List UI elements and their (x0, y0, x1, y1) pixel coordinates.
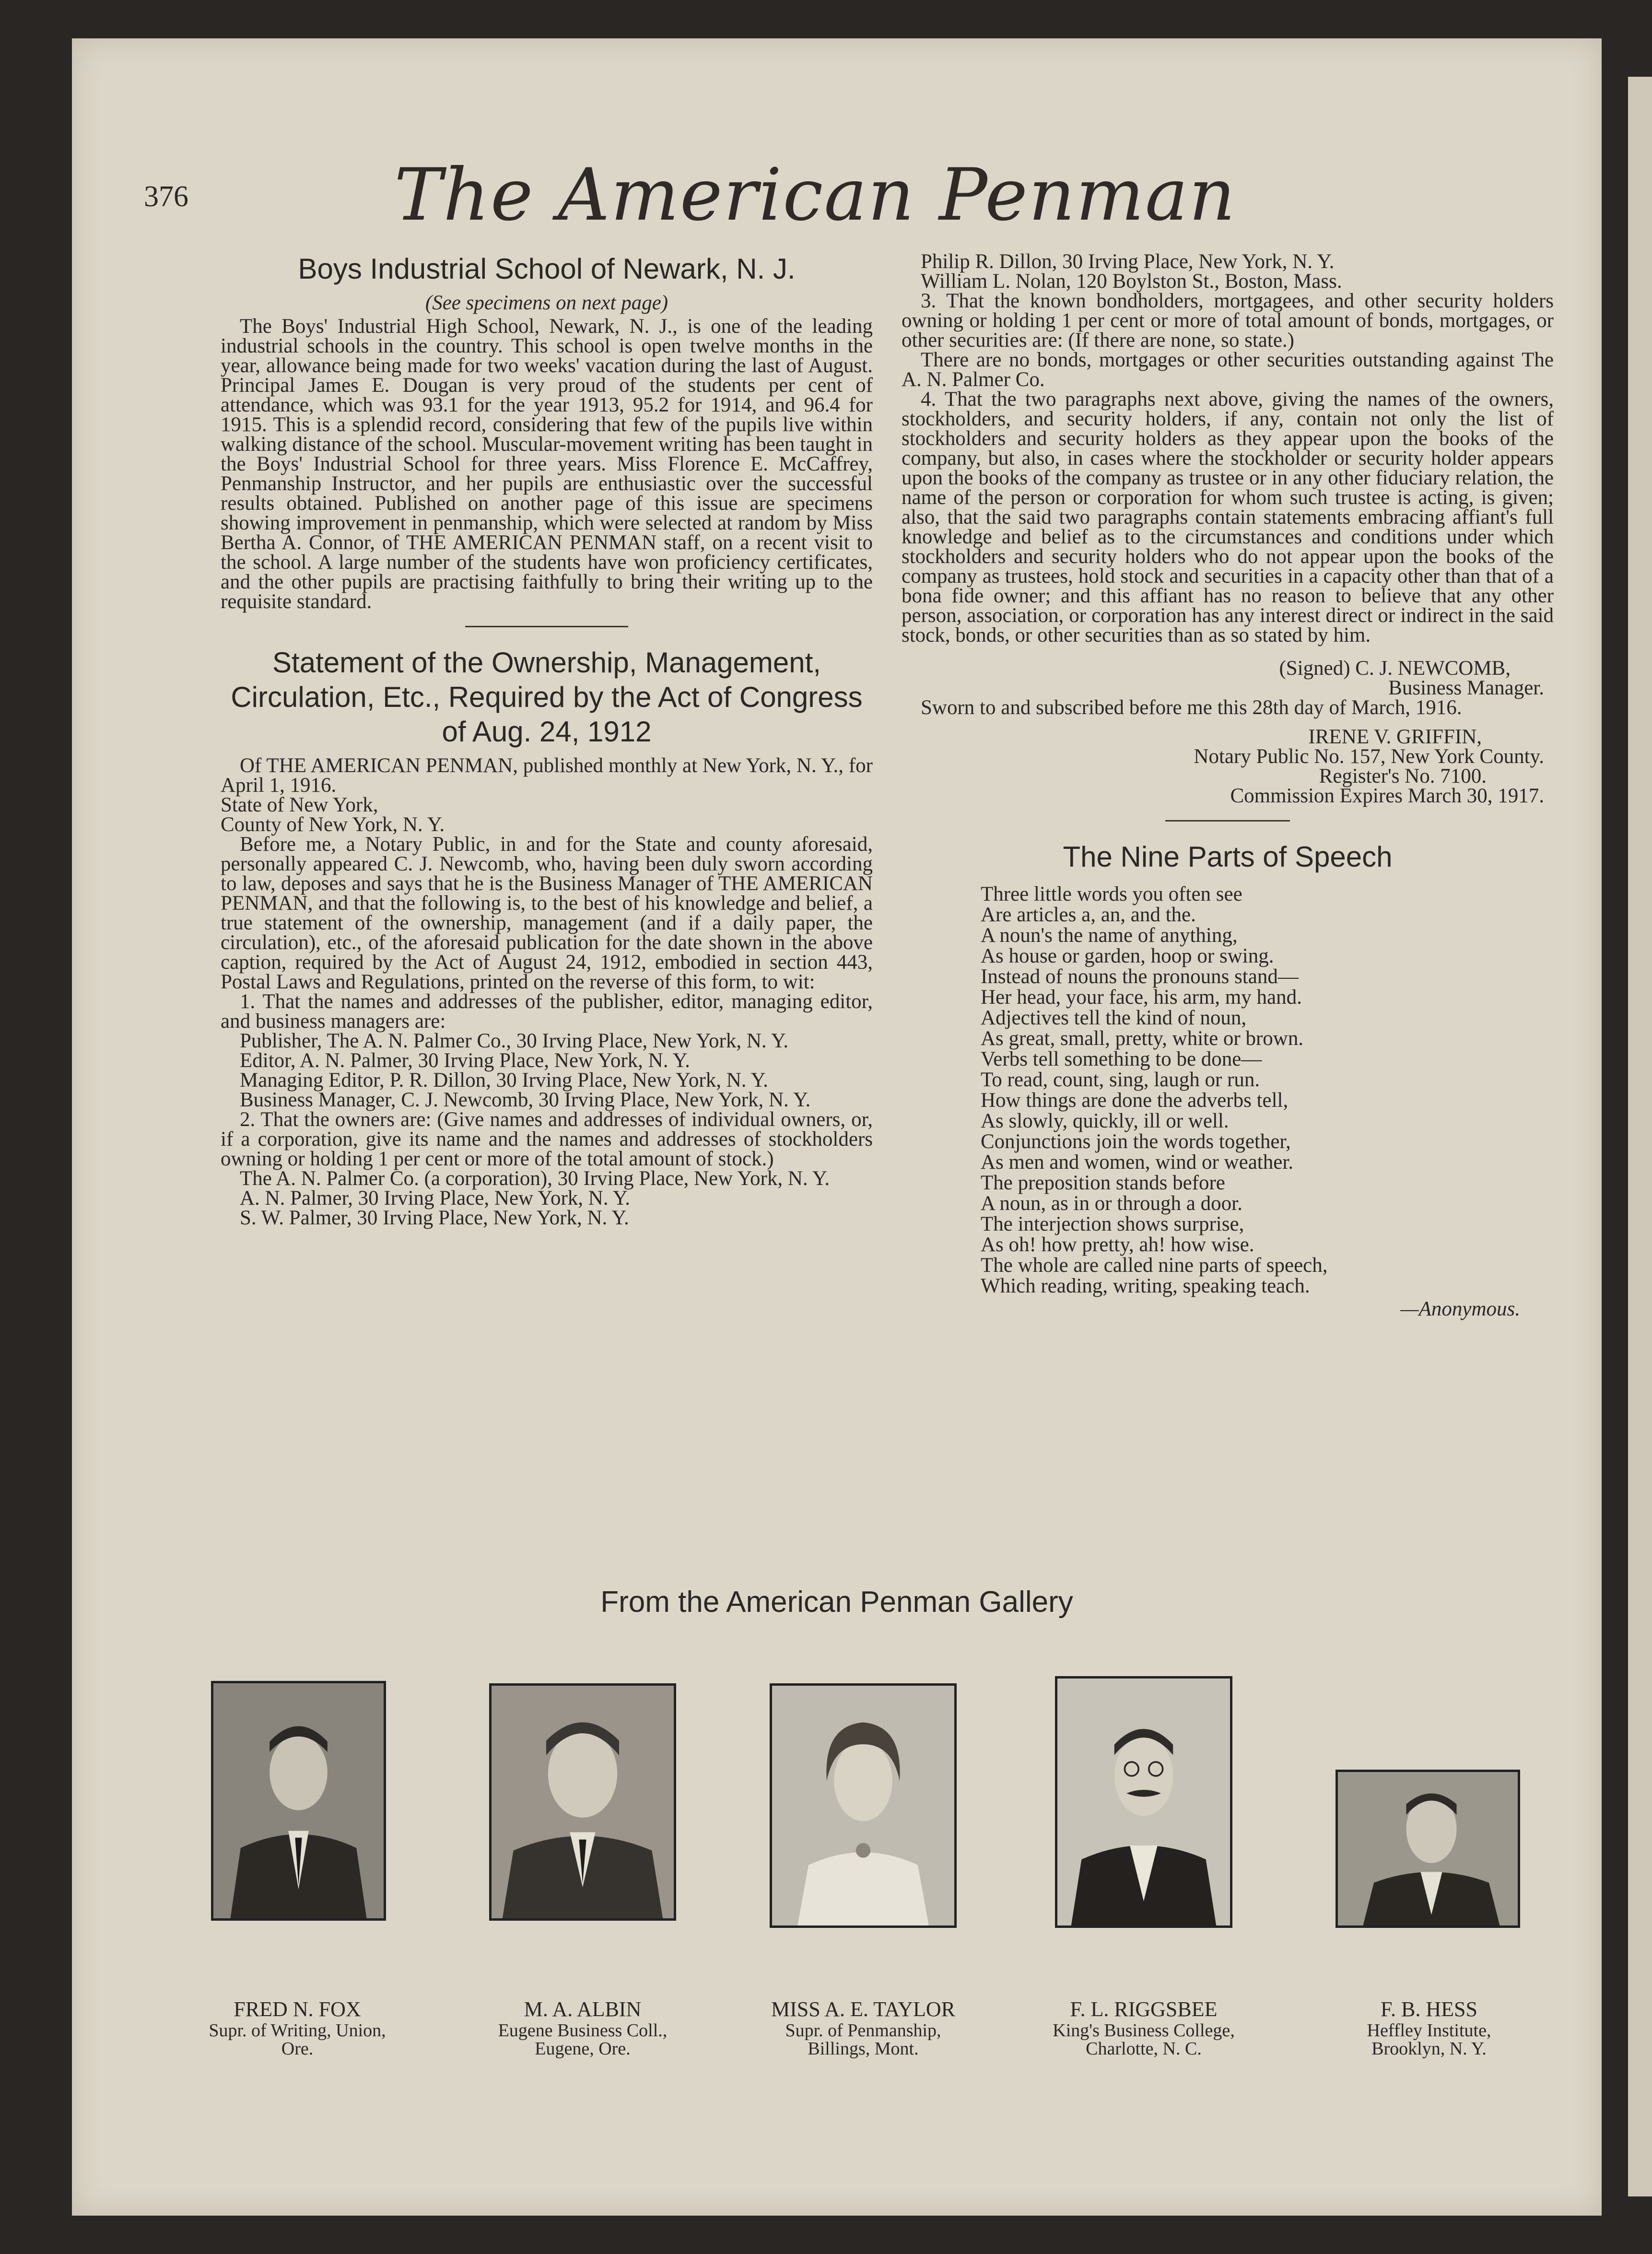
portrait-detail: King's Business College, (1053, 2020, 1235, 2041)
gallery-title: From the American Penman Gallery (600, 1585, 1073, 1619)
portrait-caption (1019, 1997, 1268, 2058)
poem-line: Instead of nouns the pronouns stand— (981, 965, 1299, 988)
statement-paragraph: S. W. Palmer, 30 Irving Place, New York, N. Y. (240, 1207, 629, 1229)
portrait-photo (1055, 1676, 1232, 1928)
statement-title: Statement of the Ownership, Management, Circulation, Etc., Required by the Act of Congress of Aug. 24, 1912 (231, 646, 863, 748)
notary-name: IRENE V. GRIFFIN, (1308, 726, 1482, 748)
portrait-detail: Eugene, Ore. (535, 2039, 631, 2059)
poem-line: A noun, as in or through a door. (981, 1192, 1242, 1215)
portrait-photo (211, 1681, 386, 1921)
statement-paragraph: 3. That the known bondholders, mortgagees, and other security holders owning or holding 1 per cent or more of total amount of bonds, mortgages, or other securities are: (If there are none, so state.) (902, 290, 1554, 352)
portrait-caption (458, 1997, 707, 2058)
portrait-name: M. A. ALBIN (524, 1997, 642, 2021)
poem-line: How things are done the adverbs tell, (981, 1089, 1289, 1112)
sworn-statement: Sworn to and subscribed before me this 28th day of March, 1916. (921, 696, 1462, 719)
portrait-photo (489, 1683, 676, 1921)
statement-paragraph: Editor, A. N. Palmer, 30 Irving Place, New York, N. Y. (240, 1049, 690, 1072)
portrait-detail: Supr. of Penmanship, (785, 2020, 941, 2041)
portrait-caption (173, 1997, 422, 2058)
poem-line: Three little words you often see (981, 883, 1242, 905)
statement-paragraph: Before me, a Notary Public, in and for the State and county aforesaid, personally appeared C. J. Newcomb, who, having been duly sworn according to law, deposes and says that he is the Business Manager of THE AMERICAN PENMAN, and that the following is, to the best of his knowledge and belief, a true statement of the ownership, management (and if a daily paper, the circulation), etc., of the aforesaid publication for the date shown in the above caption, required by the Act of August 24, 1912, embodied in section 443, Postal Laws and Regulations, printed on the reverse of this form, to wit: (221, 833, 873, 993)
poem-line: As slowly, quickly, ill or well. (981, 1110, 1229, 1132)
poem-line: As great, small, pretty, white or brown. (981, 1027, 1304, 1050)
section-divider (465, 626, 628, 627)
statement-paragraph: There are no bonds, mortgages or other securities outstanding against The A. N. Palmer Co. (902, 349, 1554, 391)
portrait-detail: Supr. of Writing, Union, (209, 2020, 386, 2041)
statement-paragraph: William L. Nolan, 120 Boylston St., Boston, Mass. (921, 270, 1342, 293)
statement-paragraph: County of New York, N. Y. (221, 813, 445, 836)
portrait-detail: Billings, Mont. (808, 2039, 919, 2059)
poem-line: As men and women, wind or weather. (981, 1151, 1294, 1174)
notary-line: Register's No. 7100. (1319, 765, 1487, 787)
portrait-detail: Eugene Business Coll., (498, 2020, 668, 2041)
facing-page-edge (1628, 77, 1652, 2196)
statement-paragraph: 2. That the owners are: (Give names and addresses of individual owners, or, if a corporation, give its name and the names and addresses of stockholders owning or holding 1 per cent or more of the total amount of stock.) (221, 1108, 873, 1170)
poem-line: Conjunctions join the words together, (981, 1130, 1291, 1153)
portrait-caption (738, 1997, 988, 2058)
portrait-detail: Charlotte, N. C. (1086, 2039, 1202, 2059)
poem-line: A noun's the name of anything, (981, 924, 1238, 947)
article-subtitle: (See specimens on next page) (425, 292, 668, 314)
statement-paragraph: Publisher, The A. N. Palmer Co., 30 Irving Place, New York, N. Y. (240, 1030, 789, 1052)
poem-line: The interjection shows surprise, (981, 1213, 1244, 1235)
statement-paragraph: The A. N. Palmer Co. (a corporation), 30 Irving Place, New York, N. Y. (240, 1167, 830, 1190)
portrait-detail: Brooklyn, N. Y. (1371, 2039, 1487, 2059)
poem-line: Are articles a, an, and the. (981, 904, 1196, 926)
portrait-name: MISS A. E. TAYLOR (771, 1997, 955, 2021)
portrait-name: F. B. HESS (1381, 1997, 1477, 2021)
portrait-detail: Heffley Institute, (1367, 2020, 1491, 2041)
portrait-name: F. L. RIGGSBEE (1070, 1997, 1218, 2021)
poem-line: As house or garden, hoop or swing. (981, 945, 1274, 967)
page-number: 376 (144, 180, 188, 213)
statement-paragraph: Philip R. Dillon, 30 Irving Place, New York, N. Y. (921, 250, 1335, 273)
section-divider (1165, 820, 1290, 822)
poem-line: Adjectives tell the kind of noun, (981, 1007, 1247, 1029)
statement-paragraph: 4. That the two paragraphs next above, giving the names of the owners, stockholders, and security holders, if any, contain not only the list of stockholders and security holders as they appear upon the books of the company, but also, in cases where the stockholder or security holder appears upon the books of the company as trustee or in any other fiduciary relation, the name of the person or corporation for whom such trustee is acting, is given; also, that the said two paragraphs contain statements embracing affiant's full knowledge and belief as to the circumstances and conditions under which stockholders and security holders who do not appear upon the books of the company as trustees, hold stock and securities in a capacity other than that of a bona fide owner; and this affiant has no reason to believe that any other person, association, or corporation has any interest direct or indirect in the said stock, bonds, or other securities than as so stated by him. (902, 388, 1554, 646)
poem-line: As oh! how pretty, ah! how wise. (981, 1233, 1254, 1256)
portrait-name: FRED N. FOX (234, 1997, 361, 2021)
poem-line: The whole are called nine parts of speech, (981, 1254, 1328, 1277)
left-column (221, 252, 873, 1228)
signature-title: Business Manager. (1388, 677, 1544, 699)
right-column (902, 252, 1554, 1319)
notary-line: Notary Public No. 157, New York County. (1194, 745, 1544, 768)
portrait-caption (1304, 1997, 1554, 2058)
poem-line: To read, count, sing, laugh or run. (981, 1068, 1260, 1091)
signature-line: (Signed) C. J. NEWCOMB, (1279, 657, 1511, 680)
article-body-boys-school: The Boys' Industrial High School, Newark, N. J., is one of the leading industrial schools in the country. This school is open twelve months in the year, allowance being made for two weeks' vacation during the last of August. Principal James E. Dougan is very proud of the students per cent of attendance, which was 93.1 for the year 1913, 95.2 for 1914, and 96.4 for 1915. This is a splendid record, considering that few of the pupils live within walking distance of the school. Muscular-movement writing has been taught in the Boys' Industrial School for three years. Miss Florence E. McCaffrey, Penmanship Instructor, and her pupils are enthusiastic over the successful results obtained. Published on another page of this issue are specimens showing improvement in penmanship, which were selected at random by Miss Bertha A. Connor, of THE AMERICAN PENMAN staff, on a recent visit to the school. A large number of the students have won proficiency certificates, and the other pupils are practising faithfully to bring their writing up to the requisite standard. (221, 315, 873, 613)
portrait-photo (1336, 1770, 1520, 1928)
article-title-boys-school: Boys Industrial School of Newark, N. J. (298, 253, 796, 285)
poem-line: The preposition stands before (981, 1172, 1225, 1194)
statement-paragraph: Business Manager, C. J. Newcomb, 30 Irving Place, New York, N. Y. (240, 1089, 811, 1111)
poem-title: The Nine Parts of Speech (1063, 841, 1393, 873)
masthead-title: The American Penman (394, 153, 1236, 237)
portrait-detail: Ore. (281, 2039, 314, 2059)
portrait-photo (770, 1683, 957, 1928)
statement-paragraph: Of THE AMERICAN PENMAN, published monthly at New York, N. Y., for April 1, 1916. (221, 754, 873, 797)
poem-line: Which reading, writing, speaking teach. (981, 1275, 1310, 1297)
statement-paragraph: 1. That the names and addresses of the publisher, editor, managing editor, and business managers are: (221, 990, 873, 1033)
poem-attribution: —Anonymous. (1400, 1298, 1520, 1320)
poem-line: Her head, your face, his arm, my hand. (981, 986, 1302, 1009)
poem-body (981, 884, 1554, 1296)
statement-paragraph: A. N. Palmer, 30 Irving Place, New York, N. Y. (240, 1187, 631, 1209)
notary-line: Commission Expires March 30, 1917. (1230, 785, 1544, 807)
statement-paragraph: Managing Editor, P. R. Dillon, 30 Irving Place, New York, N. Y. (240, 1069, 768, 1092)
statement-paragraph: State of New York, (221, 794, 378, 816)
poem-line: Verbs tell something to be done— (981, 1048, 1262, 1070)
